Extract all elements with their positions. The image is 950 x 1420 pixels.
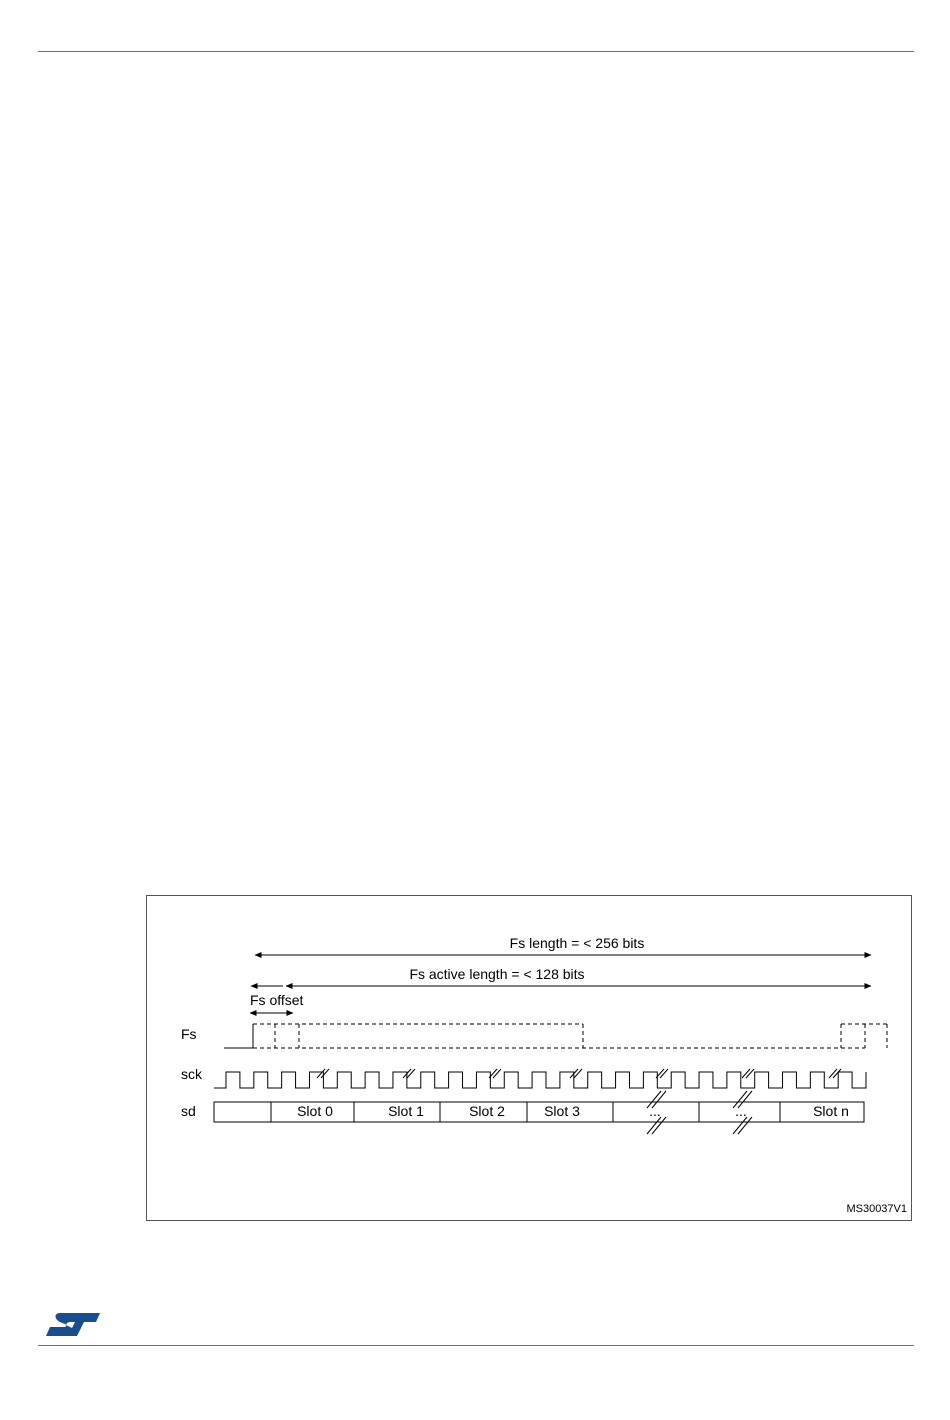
sck-break-mark-4 xyxy=(660,1069,668,1078)
slot-n-label: Slot n xyxy=(813,1103,849,1119)
slot-ellipsis-2: ... xyxy=(735,1103,747,1119)
fs-signal-label: Fs xyxy=(181,1026,197,1042)
sd-signal-label: sd xyxy=(181,1103,196,1119)
sck-break-marks xyxy=(317,1069,841,1078)
footer-rule xyxy=(38,1345,914,1346)
fs-length-label: Fs length = < 256 bits xyxy=(509,935,645,951)
sck-break-mark-6 xyxy=(833,1069,841,1078)
fs-offset-label: Fs offset xyxy=(250,992,304,1008)
slot-2-label: Slot 2 xyxy=(469,1103,505,1119)
sck-waveform xyxy=(214,1072,866,1088)
header-rule xyxy=(38,51,914,52)
fs-active-length-label: Fs active length = < 128 bits xyxy=(409,966,585,982)
timing-diagram xyxy=(147,896,913,1222)
sd-bus xyxy=(214,1091,864,1134)
st-logo xyxy=(44,1310,102,1338)
sck-break-mark-5 xyxy=(746,1069,754,1078)
slot-ellipsis-1: ... xyxy=(649,1103,661,1119)
sck-clock-path xyxy=(214,1072,866,1088)
sck-break-mark-1 xyxy=(407,1069,415,1078)
sck-break-mark-2 xyxy=(493,1069,501,1078)
sck-break-mark-6 xyxy=(829,1069,837,1078)
sck-break-mark-5 xyxy=(742,1069,750,1078)
fs-waveform xyxy=(224,1024,887,1048)
sck-break-mark-3 xyxy=(574,1069,582,1078)
sck-break-mark-0 xyxy=(321,1069,329,1078)
timing-diagram-frame xyxy=(146,895,912,1221)
slot-0-label: Slot 0 xyxy=(297,1103,333,1119)
slot-3-label: Slot 3 xyxy=(544,1103,580,1119)
figure-code: MS30037V1 xyxy=(846,1203,907,1215)
slot-1-label: Slot 1 xyxy=(388,1103,424,1119)
sck-signal-label: sck xyxy=(181,1066,202,1082)
